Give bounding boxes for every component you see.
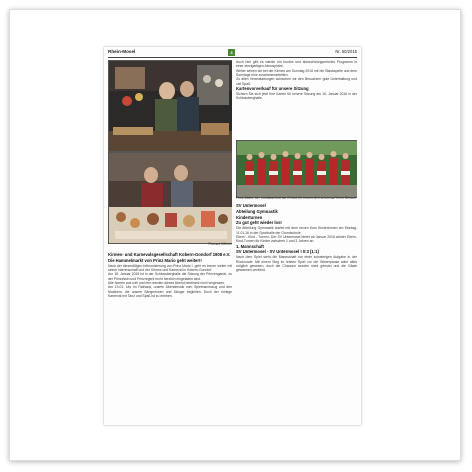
club-match-result: SV Untermosel - SV Untermosel I 0:3 (1:1) [236, 249, 319, 255]
group-photo [236, 140, 357, 198]
right-paragraph: Weiter seinen wir bei der Kirmes am Sonntag 2016 mit der Blaskapelle und dem Sonntags eine zusammenarbeiten. [236, 68, 357, 78]
left-photo-caption: Thomas Kühner [207, 242, 232, 246]
club-heading: Zu gut geht wieder los! [236, 220, 282, 226]
right-paragraph: Zu allen Veranstaltungen wünschen wir den Besuchern gute Unterhaltung und viel Spaß. [236, 77, 357, 86]
club-paragraph: Die Abteilung Gymnastik startet mit dem neuen Kurs Kinderturnen am Montag, 11.01.16 in der Sporthalle der Grundschule. [236, 226, 357, 235]
left-article-paragraph: Am 13.01. Uhr im Rathaus, unsere Abendmusik vom Spielmannszug und den Musikern, die unsere Sängerinnen und Sänger begleiten. Doch der richtige Karneval mit Tanz und Spaß ist zu erleben. [108, 285, 232, 298]
club-article [236, 203, 357, 273]
left-article-title: Kirmes- und Karnevalsgesellschaft Kobern-Gondorf 1908 e.V. [108, 252, 231, 257]
crafts-photo [108, 152, 232, 244]
newspaper-page [104, 47, 361, 425]
issue-number: Nr. 50/2015 [335, 49, 357, 54]
right-subheading: Kartenvorverkauf für unsere Sitzung [236, 86, 309, 92]
club-team-heading: 1. Mannschaft [236, 243, 264, 249]
left-article-paragraph: Nach der diesmäßigen Inthronisierung von Prinz Mario I. geht es immer weiter mit seiner Narrenschaft und der Kirmes und Karneval in Kobern-Gondorf. [108, 263, 232, 272]
club-title: SV Untermosel [236, 203, 266, 208]
left-article-paragraph: Am 18. Januar 2016 ist in der Schlossberghalle die Sitzung der Prinzengarde, zu der Prinzessin und Prinzregent recht herzlich eingeladen sind. [108, 272, 232, 281]
left-article [108, 252, 232, 298]
page-header [108, 49, 357, 58]
right-column [236, 60, 357, 422]
publication-name: Rhein-Mosel [108, 49, 136, 54]
market-photo [108, 60, 232, 152]
group-photo-caption: Prinz Mario, der Vorstand und die KI und Ko freuen sich schon auf Ihren Besuch [236, 196, 357, 200]
right-paragraph: Sichern Sie sich jetzt Ihre Karten für unsere Sitzung am 16. Januar 2016 in der Schlossberghalle. [236, 91, 357, 101]
page-number-badge: 3 [228, 49, 235, 56]
club-section: Kinderturnen [236, 214, 263, 220]
right-paragraph: Auch hier gibt es wieder ein buntes und abwechslungsreiches Programm in einer einzigartigen Atmosphäre. [236, 60, 357, 69]
left-article-paragraph: Alle Narren aus nah und fern werden dieses Abend bestimmt nicht vergessen. [108, 280, 226, 285]
club-paragraph: Nach dem Spiel steht die Mannschaft vor einer schwierigen Aufgabe in der Rückrunde. Mit einem Sieg im letzten Spiel vor der Winterpause wäre alles möglich gewesen, doch die Chancen wurden nicht genutzt und die Gäste gewannen verdient. [236, 255, 357, 273]
club-paragraph: Eltern - Kind - Turnen: Der SV Untermosel bietet ab Januar 2016 wieder Eltern-Kind-Turnen für Kinder zwischen 1 und 3 Jahren an. [236, 234, 357, 244]
club-subtitle: Abteilung Gymnastik [236, 208, 278, 214]
right-article-top [236, 60, 357, 101]
left-column [108, 60, 232, 422]
left-article-subtitle: Die Hammelmarkt von Prinz Mario geht weiter!! [108, 257, 202, 263]
